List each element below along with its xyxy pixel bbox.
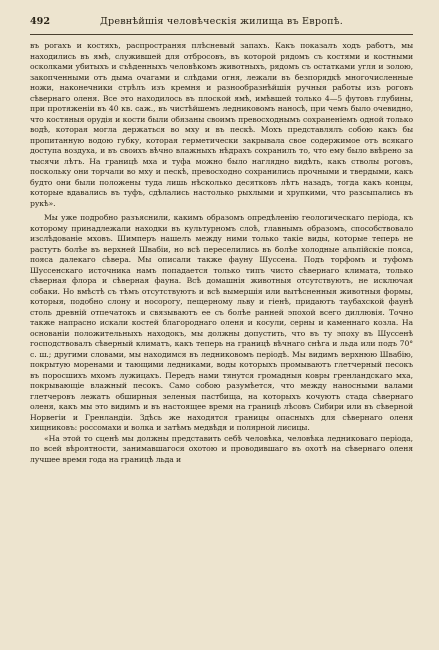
paragraph: «На этой то сценѣ мы должны представить себѣ человѣка, человѣка ледниковаго періода, по всей вѣроятности, занимавшагося охотою и проводившаго въ охотѣ на сѣвернаго оленя лучшее время года на границѣ льда и (30, 433, 413, 464)
header-rule (30, 34, 413, 35)
page-number: 492 (30, 16, 51, 27)
running-title: Древнѣйшія человѣческія жилища въ Европѣ. (99, 16, 344, 27)
page-header (30, 16, 413, 30)
paragraph: Мы уже подробно разъяснили, какимъ образомъ опредѣленію геологическаго періода, къ которому принадлежали находки въ культурномъ слоѣ, главнымъ образомъ, способствовало изслѣдованіе мховъ. Шимперъ нашелъ между ними только такіе виды, которые теперь не растутъ болѣе въ верхней Швабіи, но всѣ переселились въ болѣе холодные альпійскіе пояса, пояса далекаго сѣвера. Мы описали также фауну Шуссена. Подъ торфомъ и туфомъ Шуссенскаго источника намъ попадается только типъ чисто сѣвернаго климата, только сѣверная флора и сѣверная фауна. Всѣ домашнія животныя отсутствуютъ, не исключая собаки. Но вмѣстѣ съ тѣмъ отсутствуютъ и всѣ вымершія или вытѣсненныя животныя формы, которыя, подобно слону и носорогу, пещерному льву и гіенѣ, придаютъ таубахской фаунѣ столь древній отпечатокъ и связываютъ ее съ болѣе ранней эпохой всего диллювія. Точно также напрасно искали костей благороднаго оленя и косули, серны и каменнаго козла. На основаніи положительныхъ находокъ, мы должны допустить, что въ ту эпоху въ Шуссенѣ господствовалъ сѣверный климатъ, какъ теперь на границѣ вѣчнаго снѣга и льда или подъ 70° с. ш.; другими словами, мы находимся въ ледниковомъ періодѣ. Мы видимъ верхнюю Швабію, покрытую моренами и тающими ледниками, воды которыхъ промываютъ глетчерный песокъ въ поросшихъ мхомъ лужицахъ. Передъ нами тянутся громадныя ковры гренландскаго мха, покрывающіе влажный песокъ. Само собою разумѣется, что между наносными валами глетчеровъ лежатъ обширныя зеленыя пастбища, на которыхъ кочуютъ стада сѣвернаго оленя, какъ мы это видимъ и въ настоящее время на границѣ лѣсовъ Сибири или въ сѣверной Норвегіи и Гренландіи. Здѣсь же находятся границы опасныхъ для сѣвернаго оленя хищниковъ: россомахи и волка и затѣмъ медвѣдя и полярной лисицы. (30, 213, 413, 432)
paragraph: въ рогахъ и костяхъ, распространяя плѣсневый запахъ. Какъ показалъ ходъ работъ, мы находились въ ямѣ, служившей для отбросовъ, въ которой рядомъ съ костями и костными осколками убитыхъ и съѣденныхъ человѣкомъ животныхъ, рядомъ съ остатками угля и золою, закопченными отъ дыма очагами и слѣдами огня, лежали въ безпорядкѣ многочисленные ножи, наконечники стрѣлъ изъ кремня и разнообразнѣйшія ручныя работы изъ роговъ сѣвернаго оленя. Все это находилось въ плоской ямѣ, имѣвшей только 4—5 футовъ глубины, при протяженіи въ 40 кв. саж., въ чистѣйшемъ ледниковомъ наносѣ, при чемъ было очевидно, что костяныя орудія и кости были обязаны своимъ превосходнымъ сохраненіемъ одной только водѣ, которая могла держаться во мху и въ пескѣ. Мохъ представлялъ собою какъ бы пропитанную водою губку, которая герметически закрывала свое содержимое отъ всякаго доступа воздуха, и въ своихъ вѣчно влажныхъ нѣдрахъ сохранилъ то, что ему было ввѣрено за тысячи лѣтъ. На границѣ мха и туфа можно было наглядно видѣть, какъ стволы роговъ, поскольку они торчали во мху и пескѣ, превосходно сохранились прочными и твердыми, какъ будто они были положены туда лишь нѣсколько десятковъ лѣтъ назадъ, тогда какъ концы, которые вдавались въ туфъ, сдѣлались настолько рыхлыми и хрупкими, что разсыпались въ рукѣ». (30, 41, 413, 208)
